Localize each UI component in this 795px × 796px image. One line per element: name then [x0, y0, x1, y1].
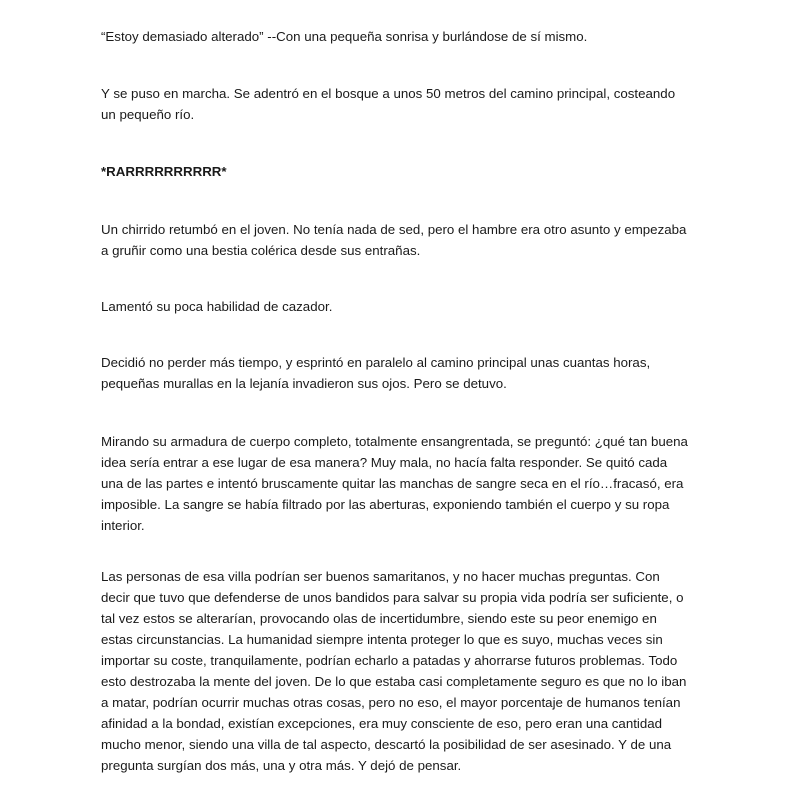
paragraph-3-sound-effect: *RARRRRRRRRRR* — [101, 164, 227, 179]
paragraph-2: Y se puso en marcha. Se adentró en el bosque a unos 50 metros del camino principal, costeando un pequeño río. — [101, 86, 676, 122]
paragraph-8: Las personas de esa villa podrían ser buenos samaritanos, y no hacer muchas preguntas. Con decir que tuvo que defenderse de unos bandidos para salvar su propia vida podría ser suficiente, o tal vez estos se alterarían, provocando olas de incertidumbre, siendo este su peor enemigo en estas circunstancias. La humanidad siempre intenta proteger lo que es suyo, muchas veces sin importar su coste, tranquilamente, podrían echarlo a patadas y ahorrarse futuros problemas. Todo esto destrozaba la mente del joven. De lo que estaba casi completamente seguro es que no lo iban a matar, podrían ocurrir muchas otras cosas, pero no eso, el mayor porcentaje de humanos tenían afinidad a la bondad, existían excepciones, era muy consciente de eso, pero eran una cantidad mucho menor, siendo una villa de tal aspecto, descartó la posibilidad de ser asesinado. Y de una pregunta surgían dos más, una y otra más. Y dejó de pensar. — [101, 569, 687, 773]
paragraph-6: Decidió no perder más tiempo, y esprintó en paralelo al camino principal unas cuantas horas, pequeñas murallas en la lejanía invadieron sus ojos. Pero se detuvo. — [101, 355, 651, 391]
paragraph-1: “Estoy demasiado alterado” --Con una pequeña sonrisa y burlándose de sí mismo. — [101, 29, 588, 44]
paragraph-7: Mirando su armadura de cuerpo completo, totalmente ensangrentada, se preguntó: ¿qué tan buena idea sería entrar a ese lugar de esa manera? Muy mala, no hacía falta responder. Se quitó cada una de las partes e intentó bruscamente quitar las manchas de sangre seca en el río…fracasó, era imposible. La sangre se había filtrado por las aberturas, exponiendo también el cuerpo y su ropa interior. — [101, 434, 688, 533]
paragraph-4: Un chirrido retumbó en el joven. No tenía nada de sed, pero el hambre era otro asunto y empezaba a gruñir como una bestia colérica desde sus entrañas. — [101, 222, 687, 258]
paragraph-5: Lamentó su poca habilidad de cazador. — [101, 299, 333, 314]
